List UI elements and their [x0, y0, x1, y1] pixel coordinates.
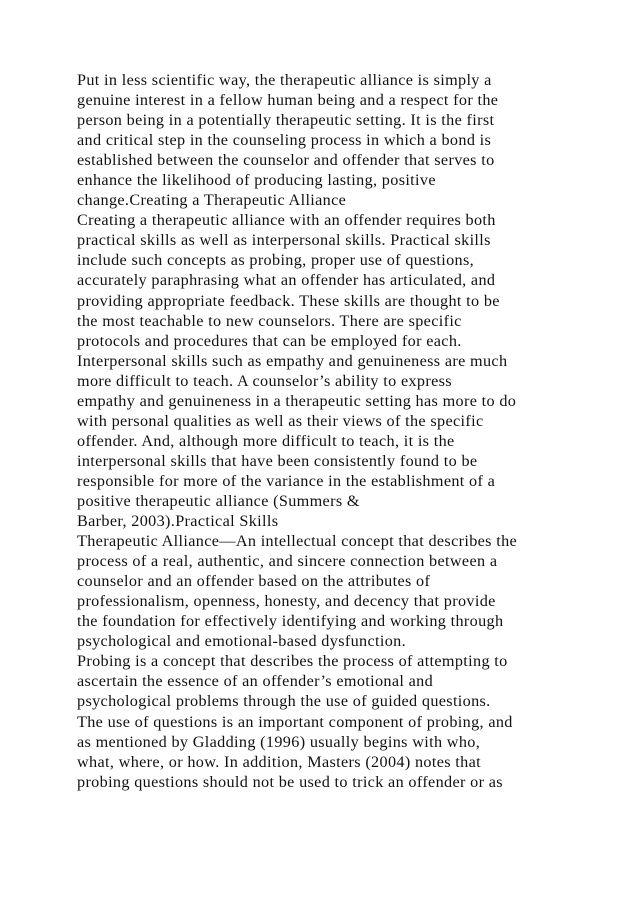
text-line: what, where, or how. In addition, Masters (2004) notes that	[77, 752, 481, 771]
text-line: Therapeutic Alliance—An intellectual concept that describes the	[77, 532, 518, 551]
text-line: psychological problems through the use of guided questions.	[77, 692, 491, 711]
text-line: Interpersonal skills such as empathy and genuineness are much	[77, 351, 508, 370]
text-line: psychological and emotional-based dysfunction.	[77, 632, 406, 651]
text-line: professionalism, openness, honesty, and decency that provide	[77, 592, 496, 611]
text-line: Barber, 2003).Practical Skills	[77, 512, 279, 531]
text-line: counselor and an offender based on the attributes of	[77, 572, 431, 591]
text-line: protocols and procedures that can be employed for each.	[77, 331, 462, 350]
text-line: The use of questions is an important component of probing, and	[77, 712, 513, 731]
text-line: and critical step in the counseling process in which a bond is	[77, 131, 492, 150]
text-line: empathy and genuineness in a therapeutic setting has more to do	[77, 391, 517, 410]
text-line: accurately paraphrasing what an offender has articulated, and	[77, 271, 496, 290]
text-line: Creating a therapeutic alliance with an offender requires both	[77, 211, 496, 230]
text-line: offender. And, although more difficult to teach, it is the	[77, 431, 455, 450]
text-line: Probing is a concept that describes the process of attempting to	[77, 652, 508, 671]
text-line: Put in less scientific way, the therapeutic alliance is simply a	[77, 71, 492, 89]
text-line: person being in a potentially therapeutic setting. It is the first	[77, 111, 495, 130]
text-line: responsible for more of the variance in the establishment of a	[77, 471, 496, 490]
text-line: probing questions should not be used to trick an offender or as	[77, 772, 503, 791]
text-line: more difficult to teach. A counselor’s ability to express	[77, 371, 452, 390]
text-line: genuine interest in a fellow human being and a respect for the	[77, 91, 499, 110]
document-body-text	[77, 70, 577, 792]
text-line: as mentioned by Gladding (1996) usually begins with who,	[77, 732, 481, 751]
text-line: include such concepts as probing, proper use of questions,	[77, 251, 475, 270]
text-line: positive therapeutic alliance (Summers &	[77, 491, 360, 510]
text-line: practical skills as well as interpersonal skills. Practical skills	[77, 231, 491, 250]
text-line: established between the counselor and offender that serves to	[77, 151, 495, 170]
text-line: the foundation for effectively identifying and working through	[77, 612, 504, 631]
text-line: providing appropriate feedback. These skills are thought to be	[77, 291, 500, 310]
text-line: the most teachable to new counselors. There are specific	[77, 311, 462, 330]
text-line: change.Creating a Therapeutic Alliance	[77, 191, 347, 210]
text-line: ascertain the essence of an offender’s emotional and	[77, 672, 434, 691]
text-line: with personal qualities as well as their views of the specific	[77, 411, 484, 430]
text-line: process of a real, authentic, and sincere connection between a	[77, 552, 498, 571]
text-line: enhance the likelihood of producing lasting, positive	[77, 171, 436, 190]
text-line: interpersonal skills that have been consistently found to be	[77, 451, 478, 470]
